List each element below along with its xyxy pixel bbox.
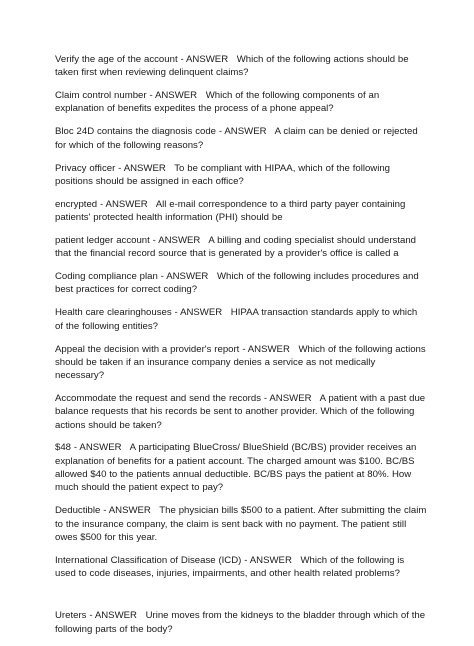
- separator: -: [115, 162, 124, 174]
- separator: -: [177, 54, 187, 65]
- answer-marker: ANSWER: [94, 610, 137, 622]
- qa-item: [55, 306, 427, 333]
- answer-text: Accommodate the request and send the records: [55, 392, 261, 404]
- question-text: Which of the following components of an explanation of benefits expedites the process of a phone appeal?: [55, 90, 380, 115]
- answer-marker: ANSWER: [123, 162, 166, 174]
- answer-text: Verify the age of the account: [55, 54, 178, 65]
- qa-item: [55, 198, 427, 225]
- answer-text: International Classification of Disease (ICD): [55, 554, 242, 566]
- qa-item: [55, 609, 427, 636]
- separator: -: [241, 554, 250, 566]
- qa-item: [55, 343, 427, 383]
- qa-item: [55, 270, 427, 297]
- answer-marker: ANSWER: [186, 54, 229, 65]
- separator: -: [171, 307, 181, 319]
- question-text: The physician bills $500 to a patient. After submitting the claim to the insurance company, the claim is sent back with no payment. The patient still owes $500 for this year.: [55, 505, 427, 543]
- answer-text: Health care clearinghouses: [55, 307, 172, 319]
- qa-item: [55, 125, 427, 152]
- answer-text: Ureters: [55, 610, 87, 622]
- qa-item: [55, 89, 427, 116]
- answer-marker: ANSWER: [79, 442, 122, 454]
- separator: -: [239, 343, 248, 355]
- answer-marker: ANSWER: [166, 271, 209, 283]
- separator: -: [71, 442, 80, 454]
- qa-item: [55, 392, 427, 432]
- qa-item: [55, 554, 427, 581]
- qa-item: [55, 53, 427, 80]
- answer-text: $48: [55, 442, 72, 454]
- answer-text: Bloc 24D contains the diagnosis code: [55, 126, 216, 138]
- qa-item: [55, 162, 427, 189]
- answer-text: Privacy officer: [55, 162, 116, 174]
- question-text: HIPAA transaction standards apply to which of the following entities?: [55, 307, 418, 332]
- question-text: A patient with a past due balance requests that his records be sent to another provider. Which of the following actions should be taken?: [55, 392, 426, 431]
- answer-text: Appeal the decision with a provider's report: [55, 343, 240, 355]
- question-text: Which of the following actions should be taken if an insurance company denies a service as not medically necessary?: [55, 343, 426, 382]
- separator: -: [97, 198, 106, 210]
- answer-marker: ANSWER: [180, 307, 223, 319]
- answer-marker: ANSWER: [269, 392, 312, 404]
- question-text: Urine moves from the kidneys to the bladder through which of the following parts of the body?: [55, 610, 426, 635]
- separator: -: [86, 610, 95, 622]
- question-text: A claim can be denied or rejected for which of the following reasons?: [55, 126, 418, 151]
- separator: -: [146, 90, 155, 102]
- question-text: All e-mail correspondence to a third party payer containing patients' protected health information (PHI) should be: [55, 198, 406, 224]
- answer-text: Claim control number: [55, 90, 147, 102]
- answer-marker: ANSWER: [247, 343, 290, 355]
- answer-text: Deductible: [55, 505, 101, 517]
- qa-item: [55, 504, 427, 544]
- question-text: Which of the following actions should be taken first when reviewing delinquent claims?: [55, 54, 409, 79]
- answer-marker: ANSWER: [108, 505, 151, 517]
- qa-item: [55, 234, 427, 261]
- qa-list: [55, 53, 427, 646]
- question-text: A participating BlueCross/ BlueShield (BC/BS) provider receives an explanation of benefits for a patient account. The charged amount was $100. BC/BS allowed $40 to the patients annual deductible. BC/BS pays the patient at 80%. How much should the patient expect to pay?: [55, 442, 417, 494]
- answer-text: encrypted: [55, 198, 98, 210]
- answer-text: Coding compliance plan: [55, 271, 158, 283]
- answer-marker: ANSWER: [249, 554, 292, 566]
- answer-marker: ANSWER: [158, 234, 201, 246]
- question-text: Which of the following includes procedures and best practices for correct coding?: [55, 271, 419, 296]
- separator: -: [216, 126, 225, 138]
- separator: -: [149, 234, 159, 246]
- qa-item: [55, 441, 427, 494]
- question-text: Which of the following is used to code diseases, injuries, impairments, and other health related problems?: [55, 554, 405, 580]
- answer-text: patient ledger account: [55, 234, 150, 246]
- answer-marker: ANSWER: [224, 126, 267, 138]
- separator: -: [157, 271, 167, 283]
- separator: -: [261, 392, 270, 404]
- answer-marker: ANSWER: [154, 90, 198, 102]
- answer-marker: ANSWER: [105, 198, 148, 210]
- question-text: To be compliant with HIPAA, which of the following positions should be assigned in each office?: [55, 162, 391, 187]
- question-text: A billing and coding specialist should understand that the financial record source that is generated by a provider's office is called a: [55, 234, 417, 260]
- separator: -: [100, 505, 109, 517]
